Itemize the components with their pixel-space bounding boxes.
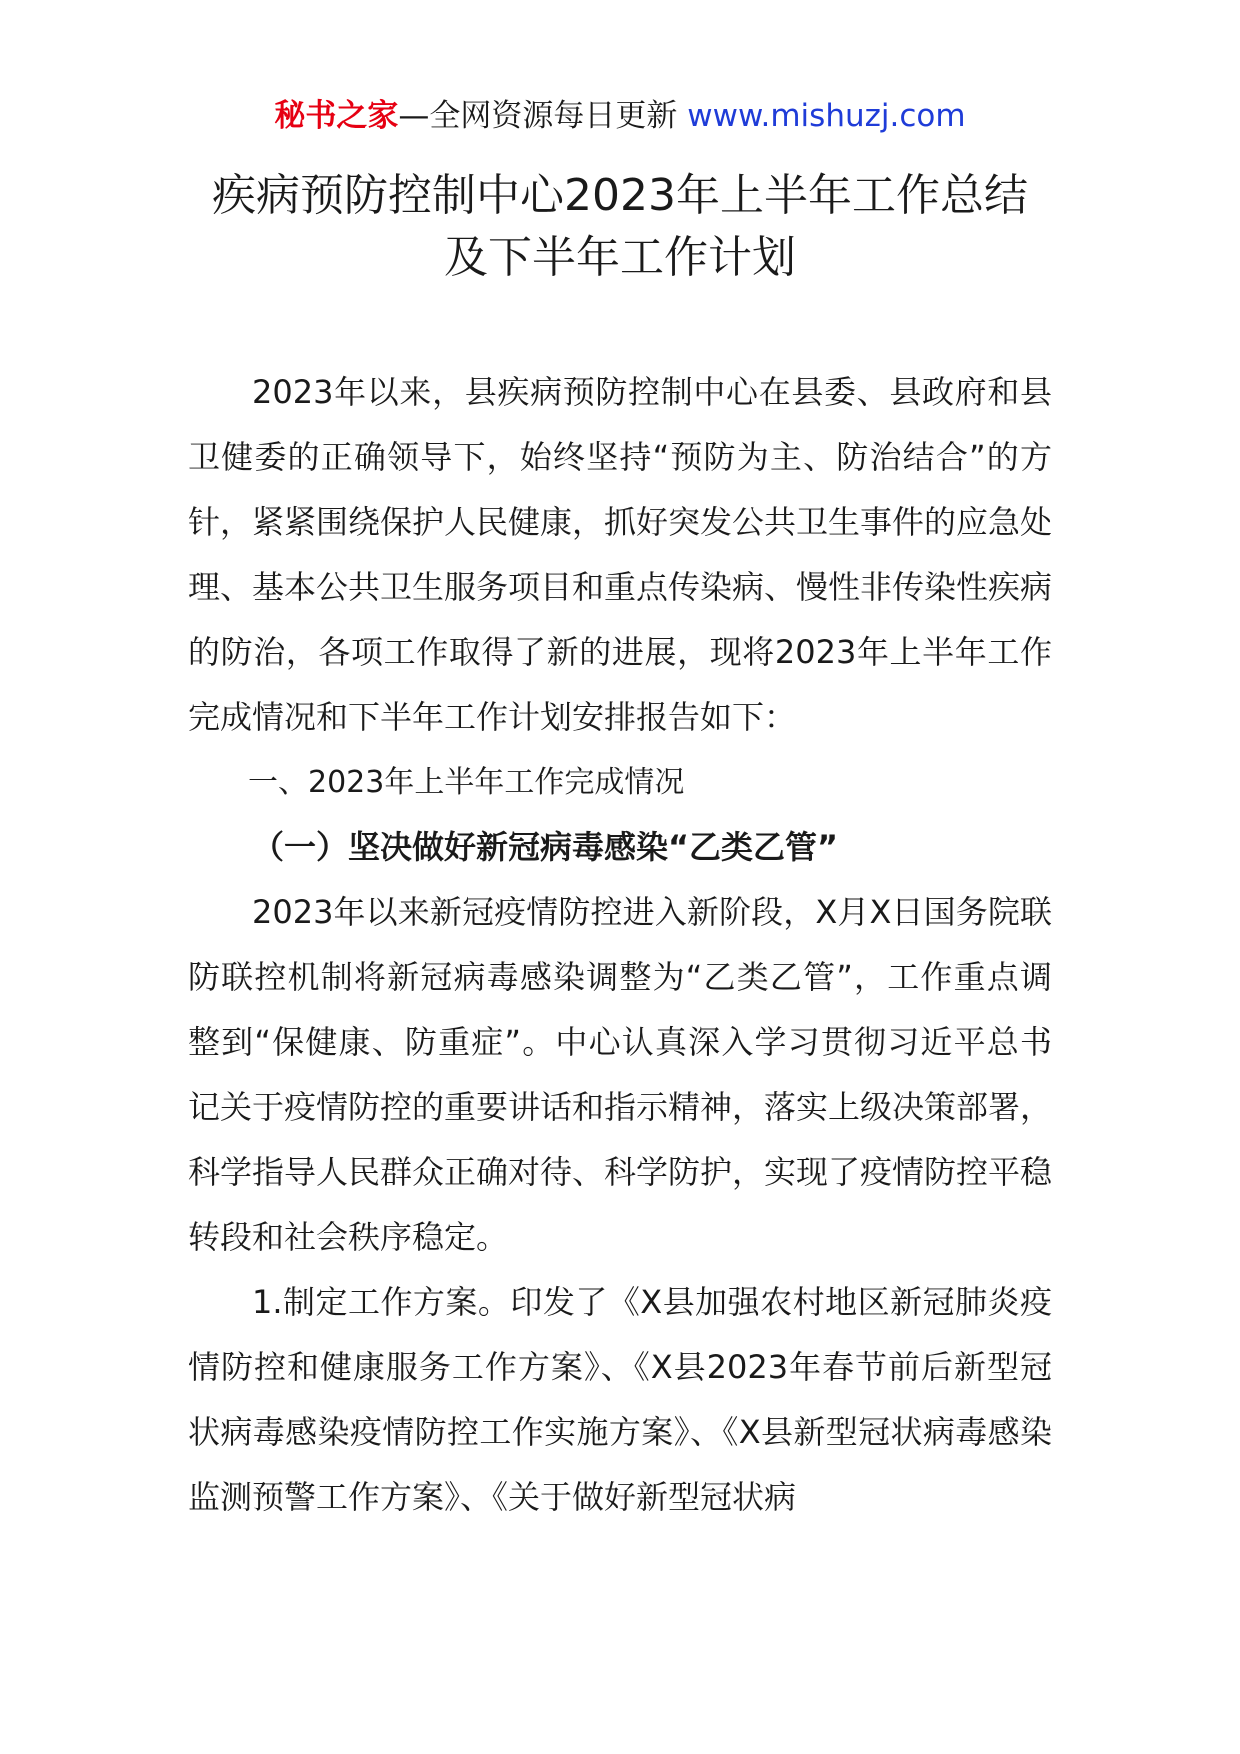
document-title xyxy=(0,165,1240,289)
body-paragraph: 1.制定工作方案。印发了《X县加强农村地区新冠肺炎疫情防控和健康服务工作方案》、《X县2023年春节前后新型冠状病毒感染疫情防控工作实施方案》、《X县新型冠状病毒感染监测预警工作方案》、《关于做好新型冠状病 xyxy=(188,1283,1052,1516)
intro-paragraph: 2023年以来，县疾病预防控制中心在县委、县政府和县卫健委的正确领导下，始终坚持“预防为主、防治结合”的方针，紧紧围绕保护人民健康，抓好突发公共卫生事件的应急处理、基本公共卫生服务项目和重点传染病、慢性非传染性疾病的防治，各项工作取得了新的进展，现将2023年上半年工作完成情况和下半年工作计划安排报告如下： xyxy=(188,373,1053,736)
subsection-heading: （一）坚决做好新冠病毒感染“乙类乙管” xyxy=(252,828,839,866)
document-title-line-2: 及下半年工作计划 xyxy=(444,232,796,283)
body-paragraph: 2023年以来新冠疫情防控进入新阶段，X月X日国务院联防联控机制将新冠病毒感染调整为“乙类乙管”，工作重点调整到“保健康、防重症”。中心认真深入学习贯彻习近平总书记关于疫情防控的重要讲话和指示精神，落实上级决策部署，科学指导人民群众正确对待、科学防护，实现了疫情防控平稳转段和社会秩序稳定。 xyxy=(188,893,1053,1256)
site-watermark-header xyxy=(0,96,1240,136)
site-url-link[interactable]: www.mishuzj.com xyxy=(687,98,966,134)
site-brand: 秘书之家 xyxy=(274,98,399,134)
section-heading: 一、2023年上半年工作完成情况 xyxy=(248,765,685,800)
document-body xyxy=(188,360,1052,1530)
document-title-line-1: 疾病预防控制中心2023年上半年工作总结 xyxy=(212,170,1028,221)
site-tagline: —全网资源每日更新 xyxy=(398,98,688,134)
